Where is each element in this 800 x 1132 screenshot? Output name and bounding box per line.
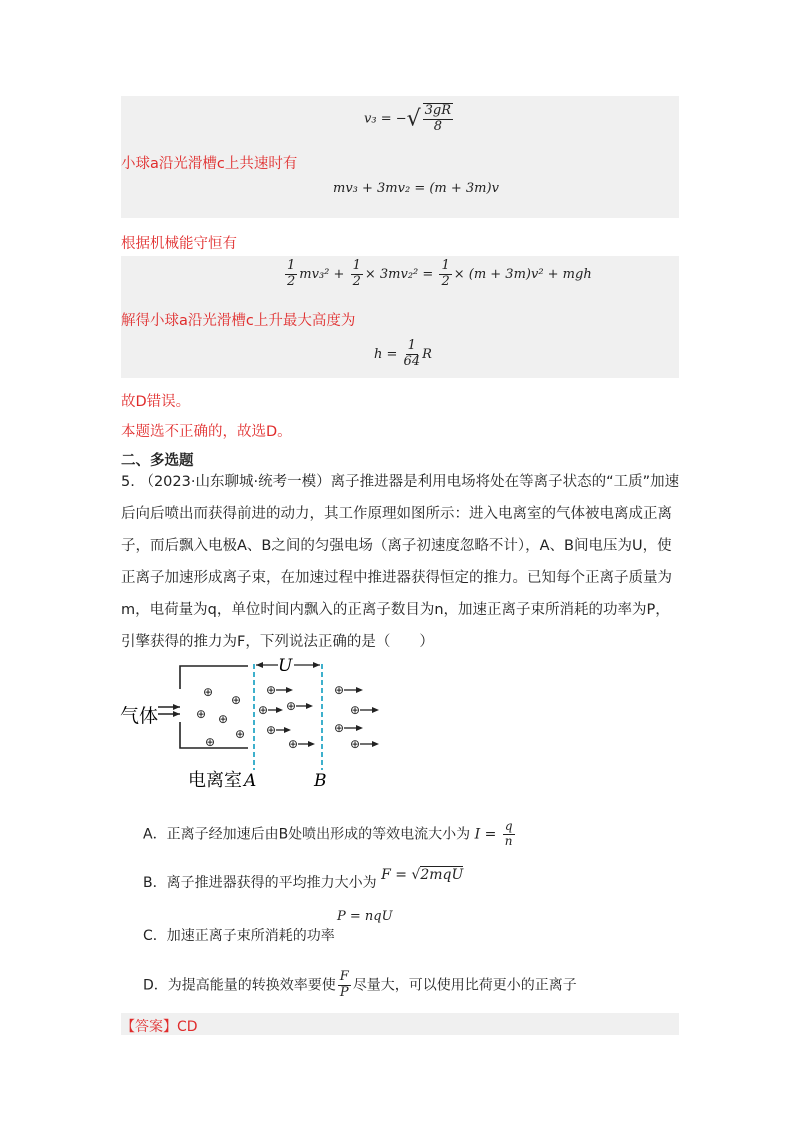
option-c-text: C．加速正离子束所消耗的功率 [143, 928, 335, 944]
option-a[interactable] [143, 820, 517, 849]
ion-accelerating: ⊕ [266, 723, 277, 737]
equation-momentum: mv₃ + 3mv₂ = (m + 3m)v [333, 181, 499, 196]
ion-thruster-figure [118, 652, 398, 792]
ion-in-chamber: ⊕ [196, 707, 207, 721]
eq-term-2: × 3mv₂² [364, 266, 419, 282]
electrode-a-label: A [244, 771, 257, 791]
option-b-text: B．离子推进器获得的平均推力大小为 [143, 875, 377, 891]
ion-in-chamber: ⊕ [203, 685, 214, 699]
option-d-tail: 尽量大，可以使用比荷更小的正离子 [352, 977, 577, 994]
frac-half-num: 1 [287, 258, 296, 273]
eq-term-3: × (m + 3m)v² + mgh [453, 266, 592, 282]
answer-value: CD [177, 1019, 198, 1035]
eq-plus: + [333, 266, 345, 282]
answer [121, 1016, 198, 1036]
answer-box [121, 1013, 679, 1035]
option-c[interactable] [143, 909, 393, 945]
ion-exhaust: ⊕ [334, 683, 345, 697]
frac-half-num-3: 1 [441, 258, 450, 273]
question-5 [121, 466, 681, 658]
eq-h-den: 64 [403, 353, 421, 369]
text-mechanical-energy: 根据机械能守恒有 [121, 236, 237, 252]
eq-term-1: mv₃² [299, 266, 330, 282]
electrode-b-label: B [314, 771, 327, 791]
option-b-radicand: 2mqU [420, 867, 464, 883]
frac-half-den-2: 2 [352, 273, 361, 289]
frac-half-den-3: 2 [441, 273, 450, 289]
option-d-den: P [339, 984, 349, 1000]
option-d-num: F [339, 969, 349, 984]
text-common-speed: 小球a沿光滑槽c上共速时有 [121, 156, 298, 172]
voltage-label: U [278, 656, 293, 676]
section-title: 二、多选题 [121, 453, 194, 469]
option-c-formula: P = nqU [337, 909, 393, 924]
ion-in-chamber: ⊕ [218, 712, 229, 726]
question-number: 5. [121, 474, 135, 490]
ion-accelerating: ⊕ [286, 699, 297, 713]
option-d[interactable] [143, 970, 577, 1001]
equation-height [374, 339, 432, 370]
ion-accelerating: ⊕ [258, 703, 269, 717]
eq-h-rhs: R [422, 346, 432, 362]
option-b[interactable]: B．离子推进器获得的平均推力大小为 F = √2mqU [143, 867, 464, 891]
chamber-label: 电离室 [188, 770, 242, 791]
frac-half-num-2: 1 [352, 258, 361, 273]
answer-label: 【答案】 [121, 1019, 177, 1035]
eq-h-lhs: h = [374, 346, 398, 362]
ion-exhaust: ⊕ [350, 737, 361, 751]
ion-exhaust: ⊕ [350, 703, 361, 717]
ion-in-chamber: ⊕ [205, 735, 216, 749]
eq-v3-den: 8 [433, 118, 442, 134]
option-a-text: A．正离子经加速后由B处喷出形成的等效电流大小为 [143, 826, 471, 843]
gas-label: 气体 [120, 705, 159, 727]
option-a-formula-lhs: I = [474, 826, 497, 843]
option-d-text: D．为提高能量的转换效率要使 [143, 977, 336, 994]
ion-in-chamber: ⊕ [235, 727, 246, 741]
conclusion-choose-d: 本题选不正确的，故选D。 [121, 424, 292, 440]
eq-h-num: 1 [407, 338, 416, 353]
conclusion-d-wrong: 故D错误。 [121, 394, 191, 410]
ion-exhaust: ⊕ [334, 721, 345, 735]
option-a-num: q [504, 819, 513, 833]
eq-v3-num: 3gR [424, 103, 452, 118]
equation-v3: v₃ = −√ $\frac{3gR}{8}$ [364, 103, 452, 134]
option-a-den: n [504, 833, 513, 848]
eq-v3-lhs: v₃ = − [364, 111, 407, 127]
equation-energy [283, 259, 592, 290]
frac-half-den: 2 [287, 273, 296, 289]
ion-in-chamber: ⊕ [231, 693, 242, 707]
question-text: （2023·山东聊城·统考一模）离子推进器是利用电场将处在等离子状态的“工质”加速后向后喷出而获得前进的动力，其工作原理如图所示：进入电离室的气体被电离成正离子，而后飘入电极A、B之间的匀强电场（离子初速度忽略不计），A、B间电压为U，使正离子加速形成离子束，在加速过程中推进器获得恒定的推力。已知每个正离子质量为m，电荷量为q，单位时间内飘入的正离子数目为n，加速正离子束所消耗的功率为P，引擎获得的推力为F，下列说法正确的是（ ） [121, 474, 680, 650]
ion-accelerating: ⊕ [266, 683, 277, 697]
text-max-height: 解得小球a沿光滑槽c上升最大高度为 [121, 313, 356, 329]
eq-equals: = [422, 266, 434, 282]
option-b-formula-lhs: F = [381, 867, 407, 883]
ion-accelerating: ⊕ [288, 737, 299, 751]
